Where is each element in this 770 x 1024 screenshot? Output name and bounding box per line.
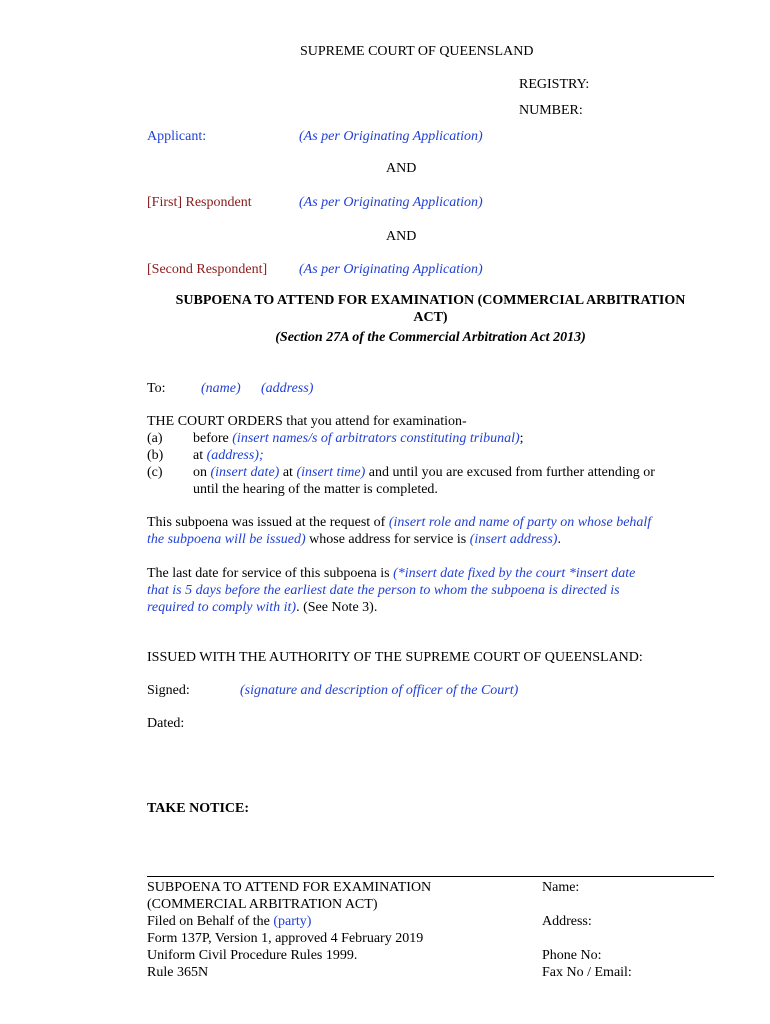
to-label: To:: [147, 381, 166, 396]
dated-label: Dated:: [147, 716, 185, 731]
service-line-2: that is 5 days before the earliest date the person to whom the subpoena is directed is: [147, 583, 620, 598]
applicant-value: (As per Originating Application): [299, 129, 483, 144]
footer-rule-number: Rule 365N: [147, 965, 209, 980]
order-c-text: on (insert date) at (insert time) and until you are excused from further attending or: [193, 465, 655, 480]
service-line-3: required to comply with it). (See Note 3).: [147, 600, 378, 615]
order-b-marker: (b): [147, 448, 164, 463]
registry-label: REGISTRY:: [519, 77, 590, 92]
order-b-text: at (address);: [193, 448, 264, 463]
order-c-marker: (c): [147, 465, 163, 480]
second-respondent-value: (As per Originating Application): [299, 262, 483, 277]
request-line-2: the subpoena will be issued) whose address for service is (insert address).: [147, 532, 561, 547]
court-name: SUPREME COURT OF QUEENSLAND: [300, 44, 534, 59]
issued-authority: ISSUED WITH THE AUTHORITY OF THE SUPREME COURT OF QUEENSLAND:: [147, 650, 643, 665]
orders-intro: THE COURT ORDERS that you attend for examination-: [147, 414, 467, 429]
title-subtitle: (Section 27A of the Commercial Arbitration Act 2013): [275, 330, 586, 345]
footer-divider: [147, 876, 714, 877]
title-line-1: SUBPOENA TO ATTEND FOR EXAMINATION (COMMERCIAL ARBITRATION: [175, 293, 686, 308]
footer-name-label: Name:: [542, 880, 580, 895]
request-line-1: This subpoena was issued at the request of (insert role and name of party on whose behalf: [147, 515, 652, 530]
and-separator-1: AND: [386, 161, 417, 176]
order-a-text: before (insert names/s of arbitrators constituting tribunal);: [193, 431, 524, 446]
second-respondent-label: [Second Respondent]: [147, 262, 268, 277]
footer-rules: Uniform Civil Procedure Rules 1999.: [147, 948, 358, 963]
to-address: (address): [261, 381, 314, 396]
order-a-marker: (a): [147, 431, 163, 446]
signed-value: (signature and description of officer of the Court): [240, 683, 519, 698]
to-name: (name): [201, 381, 241, 396]
take-notice-heading: TAKE NOTICE:: [147, 801, 250, 816]
footer-form-title-2: (COMMERCIAL ARBITRATION ACT): [147, 897, 378, 912]
order-c-text-line-2: until the hearing of the matter is completed.: [193, 482, 438, 497]
first-respondent-label: [First] Respondent: [147, 195, 252, 210]
service-line-1: The last date for service of this subpoena is (*insert date fixed by the court *insert date: [147, 566, 636, 581]
first-respondent-value: (As per Originating Application): [299, 195, 483, 210]
footer-form-title-1: SUBPOENA TO ATTEND FOR EXAMINATION: [147, 880, 432, 895]
signed-label: Signed:: [147, 683, 190, 698]
title-line-2: ACT): [413, 310, 448, 325]
and-separator-2: AND: [386, 229, 417, 244]
footer-form-version: Form 137P, Version 1, approved 4 February 2019: [147, 931, 424, 946]
footer-filed-on-behalf: Filed on Behalf of the (party): [147, 914, 312, 929]
footer-address-label: Address:: [542, 914, 592, 929]
footer-phone-label: Phone No:: [542, 948, 602, 963]
applicant-label: Applicant:: [147, 129, 207, 144]
footer-fax-email-label: Fax No / Email:: [542, 965, 632, 980]
number-label: NUMBER:: [519, 103, 583, 118]
